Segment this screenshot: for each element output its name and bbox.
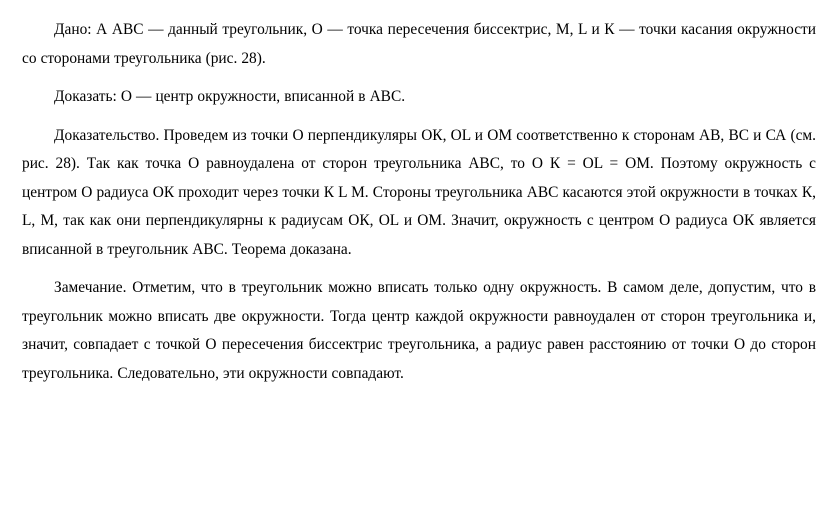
paragraph-given <box>0 16 816 73</box>
paragraph-remark-text: Замечание. Отметим, что в треугольник можно вписать только одну окружность. В самом деле, допустим, что в треугольник можно вписать две окружности. Тогда центр каждой окружности равноудален от сторон треугольника и, значит, совпадает с точкой О пересечения биссектрис треугольника, а радиус равен расстоянию от точки О до сторон треугольника. Следовательно, эти окружности совпадают. <box>22 279 816 382</box>
paragraph-to-prove-text: Доказать: О — центр окружности, вписанной в АВС. <box>54 88 406 105</box>
paragraph-proof-text: Доказательство. Проведем из точки О перпендикуляры ОК, OL и ОМ соответственно к сторонам АВ, ВС и СА (см. рис. 28). Так как точка О равноудалена от сторон треугольника АВС, то О К = OL = ОМ. Поэтому окружность с центром О радиуса ОК проходит через точки К L М. Стороны треугольника АВС касаются этой окружности в точках К, L, М, так как они перпендикулярны к радиусам ОК, OL и ОМ. Значит, окружность с центром О радиуса ОК является вписанной в треугольник АВС. Теорема доказана. <box>22 126 816 258</box>
paragraph-proof <box>0 122 816 265</box>
paragraph-given-text: Дано: А АВС — данный треугольник, О — точка пересечения биссектрис, М, L и К — точки касания окружности со сторонами треугольника (рис. 28). <box>22 21 816 67</box>
paragraph-to-prove <box>0 83 816 112</box>
paragraph-remark <box>0 274 816 388</box>
